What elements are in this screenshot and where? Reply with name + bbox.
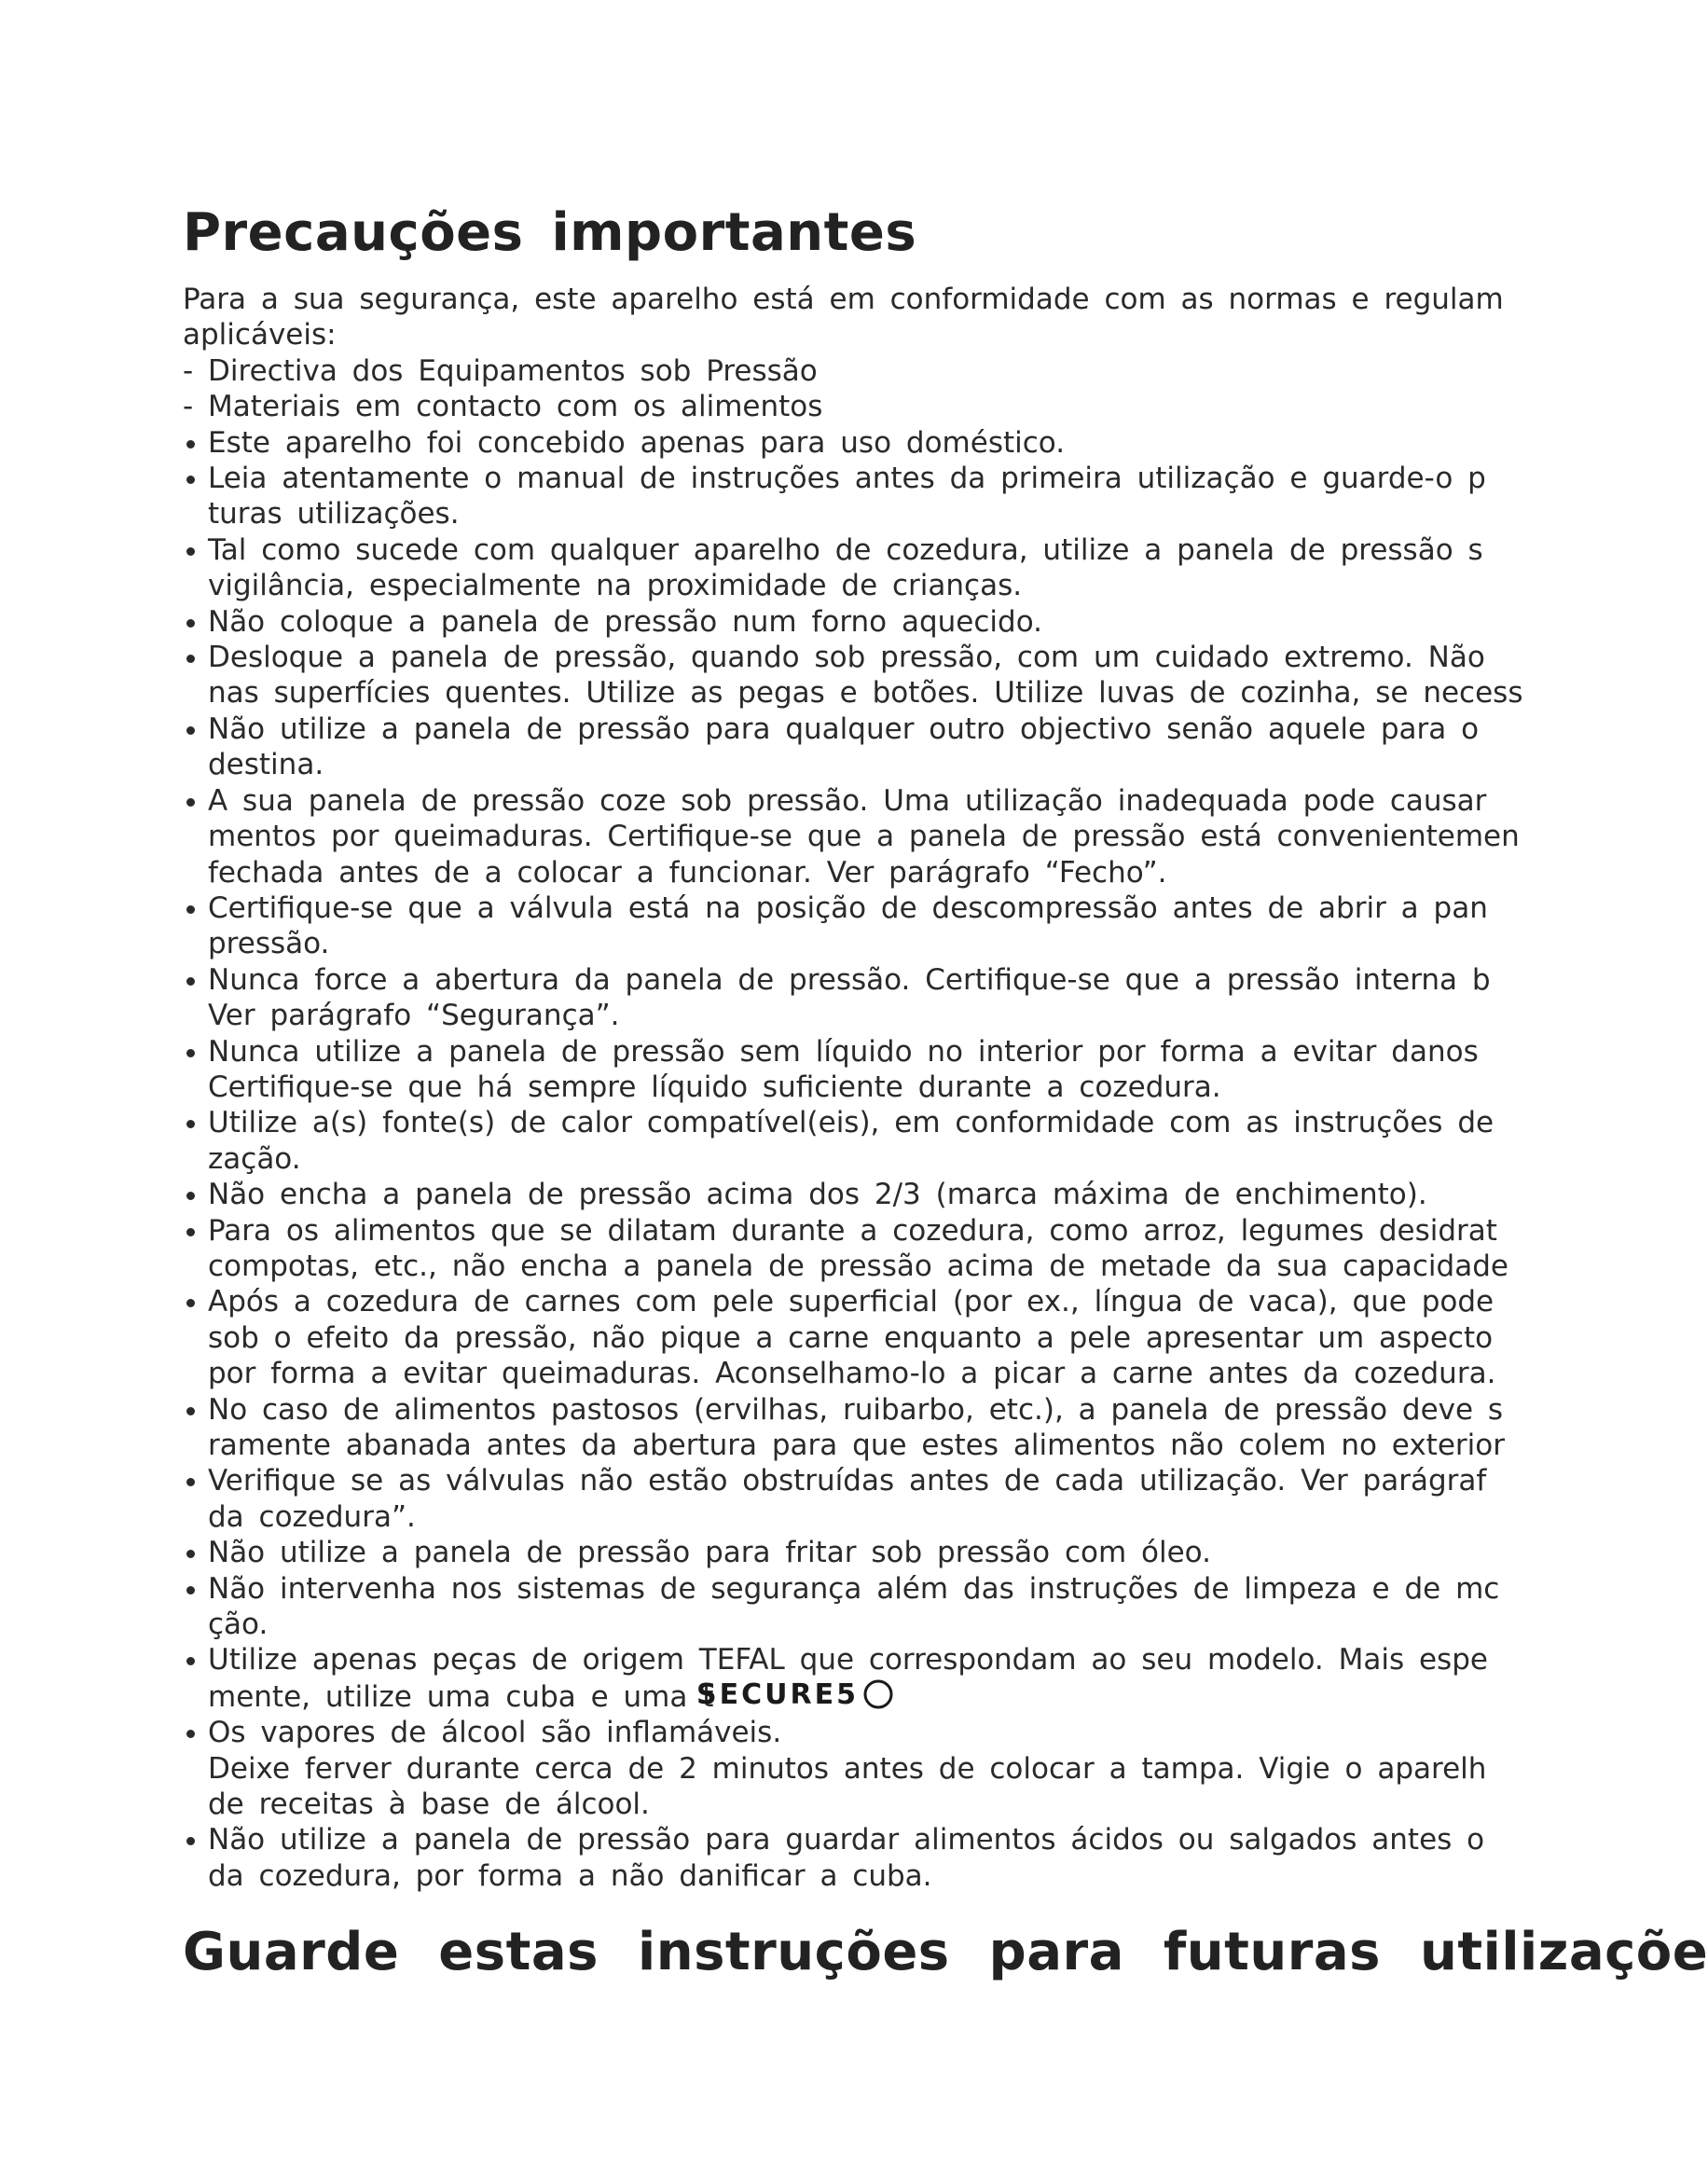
precaution-item [183,1105,1497,1177]
precaution-line: Não utilize a panela de pressão para fritar sob pressão com óleo. [208,1536,1211,1570]
precaution-item [183,1822,1497,1894]
precaution-item [183,1535,1497,1570]
precaution-item [183,1715,1497,1822]
precaution-line: nas superfícies quentes. Utilize as pegas e botões. Utilize luvas de cozinha, se necess [208,676,1523,711]
precaution-line: Tal como sucede com qualquer aparelho de cozedura, utilize a panela de pressão s [208,532,1483,567]
bullet-icon [186,1407,195,1415]
precautions-list [183,425,1523,1895]
precaution-line: de receitas à base de álcool. [208,1788,650,1822]
precaution-line: Para os alimentos que se dilatam durante a cozedura, como arroz, legumes desidrat [208,1213,1497,1248]
bullet-icon [186,1192,195,1200]
bullet-icon [186,1049,195,1057]
bullet-icon [186,1730,195,1738]
precaution-line: Deixe ferver durante cerca de 2 minutos antes de colocar a tampa. Vigie o aparelh [208,1751,1487,1786]
bullet-icon [186,655,195,663]
precaution-line: vigilância, especialmente na proximidade de crianças. [208,569,1023,603]
precaution-line: Verifique se as válvulas não estão obstruídas antes de cada utilização. Ver parágraf [208,1464,1487,1498]
precaution-line: Leia atentamente o manual de instruções antes da primeira utilização e guarde-o p [208,462,1486,496]
precaution-line: Nunca force a abertura da panela de pressão. Certifique-se que a pressão interna b [208,962,1491,997]
intro-paragraph [183,282,1504,353]
intro-line: Para a sua segurança, este aparelho está em conformidade com as normas e regulam [183,283,1504,316]
precaution-line: destina. [208,748,324,782]
bullet-icon [186,1657,195,1665]
secure5-logo [695,1678,900,1710]
precaution-item [183,1392,1505,1464]
precaution-item [183,1642,1497,1715]
precaution-line: Utilize apenas peças de origem TEFAL que correspondam ao seu modelo. Mais espe [208,1643,1488,1677]
precaution-line: Após a cozedura de carnes com pele superficial (por ex., língua de vaca), que pode [208,1285,1494,1319]
footer-title: Guarde estas instruções para futuras utilizaçõe [183,1922,1708,1982]
precaution-item [183,1034,1497,1106]
precaution-line: No caso de alimentos pastosos (ervilhas, ruibarbo, etc.), a panela de pressão deve s [208,1392,1504,1427]
precaution-item [183,640,1523,711]
precaution-line: fechada antes de a colocar a funcionar. Ver parágrafo “Fecho”. [208,855,1167,890]
bullet-icon [186,905,195,914]
bullet-icon [186,977,195,986]
precaution-item [183,711,1497,783]
precaution-item [183,962,1497,1034]
bullet-icon [186,798,195,807]
precaution-item [183,461,1497,532]
precaution-line: Nunca utilize a panela de pressão sem líquido no interior por forma a evitar danos [208,1034,1479,1069]
precaution-line: da cozedura, por forma a não danificar a cuba. [208,1858,932,1893]
dash-list [183,353,1497,425]
bullet-icon [186,726,195,735]
dash-item: - Materiais em contacto com os alimentos [183,390,823,424]
precaution-line: ramente abanada antes da abertura para que estes alimentos não colem no exterior [208,1429,1505,1462]
precaution-line: Ver parágrafo “Segurança”. [208,999,620,1033]
precaution-line: Certifique-se que há sempre líquido suficiente durante a cozedura. [208,1070,1221,1104]
precaution-line: sob o efeito da pressão, não pique a carne enquanto a pele apresentar um aspecto [208,1320,1494,1355]
precaution-item [183,604,1497,640]
bullet-icon [186,1228,195,1236]
precaution-line: da cozedura”. [208,1499,416,1534]
precaution-line: Não coloque a panela de pressão num forno aquecido. [208,604,1042,639]
precaution-line: pressão. [208,927,330,961]
bullet-icon [186,1478,195,1486]
precaution-line: Desloque a panela de pressão, quando sob pressão, com um cuidado extremo. Não [208,641,1485,675]
intro-line: aplicáveis: [183,318,337,352]
bullet-icon [186,1837,195,1845]
precaution-line: Não utilize a panela de pressão para qualquer outro objectivo senão aquele para o [208,711,1480,746]
precaution-item [183,425,1497,461]
precaution-line: Este aparelho foi concebido apenas para uso doméstico. [208,425,1066,460]
secure5-logo-ring [865,1681,891,1707]
precaution-item [183,1284,1497,1391]
precaution-item [183,783,1520,890]
precaution-line: zação. [208,1141,301,1176]
precaution-item [183,1571,1500,1643]
secure5-logo-text: SECURE5 [696,1677,860,1711]
precaution-line: Utilize a(s) fonte(s) de calor compatível(eis), em conformidade com as instruções de [208,1106,1494,1140]
precaution-line: turas utilizações. [208,497,460,531]
precaution-line: Não utilize a panela de pressão para guardar alimentos ácidos ou salgados antes o [208,1823,1485,1857]
precaution-line: A sua panela de pressão coze sob pressão. Uma utilização inadequada pode causar [208,783,1487,818]
precaution-line: mentos por queimaduras. Certifique-se que a panela de pressão está convenientemen [208,820,1520,854]
bullet-icon [186,440,195,449]
bullet-icon [186,1550,195,1558]
precaution-line: mente, utilize uma cuba e uma t [208,1679,714,1714]
page-title: Precauções importantes [183,202,917,263]
precaution-line: Não intervenha nos sistemas de segurança além das instruções de limpeza e de mc [208,1571,1500,1606]
content [183,200,1523,1894]
precaution-line: Certifique-se que a válvula está na posição de descompressão antes de abrir a pan [208,890,1488,925]
precaution-item [183,532,1497,604]
bullet-icon [186,547,195,556]
precaution-item [183,1463,1497,1535]
bullet-icon [186,1586,195,1594]
precaution-item [183,1213,1508,1285]
precaution-item [183,890,1497,962]
precaution-line: por forma a evitar queimaduras. Aconselhamo-lo a picar a carne antes da cozedura. [208,1357,1496,1391]
precaution-item [183,1177,1497,1212]
precaution-line: Os vapores de álcool são inflamáveis. [208,1716,782,1750]
precaution-line: Não encha a panela de pressão acima dos 2/3 (marca máxima de enchimento). [208,1178,1427,1212]
dash-item: - Directiva dos Equipamentos sob Pressão [183,353,818,388]
bullet-icon [186,476,195,484]
bullet-icon [186,619,195,628]
precaution-line: ção. [208,1608,269,1642]
precaution-line: compotas, etc., não encha a panela de pressão acima de metade da sua capacidade [208,1249,1508,1283]
bullet-icon [186,1120,195,1128]
bullet-icon [186,1299,195,1307]
